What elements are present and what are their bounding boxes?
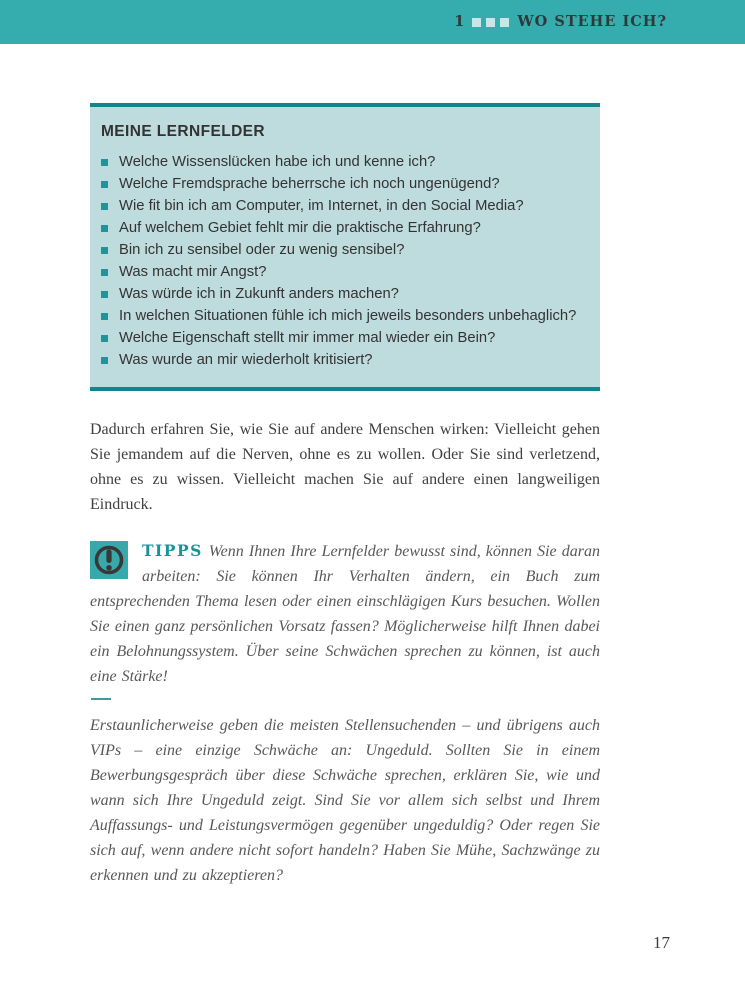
lernfelder-title: MEINE LERNFELDER: [101, 123, 265, 140]
bullet-square-icon: [101, 159, 108, 166]
chapter-squares-icon: [472, 18, 509, 27]
square-icon: [486, 18, 495, 27]
italic-paragraph: Erstaunlicherweise geben die meisten Stellensuchenden – und übrigens auch VIPs – eine einzige Schwäche an: Ungeduld. Sollten Sie in einem Bewerbungsgespräch über diese Schwäche sprechen, erklären Sie, wie und wann sich Ihre Ungeduld zeigt. Sind Sie vor allem sich selbst und Ihrem Auffassungs- und Leistungsvermögen gegenüber ungeduldig? Oder regen Sie sich auf, wenn andere nicht sofort handeln? Haben Sie Mühe, Sachzwänge zu erkennen und zu akzeptieren?: [90, 717, 600, 884]
bullet-square-icon: [101, 313, 108, 320]
list-item-text: Welche Eigenschaft stellt mir immer mal wieder ein Bein?: [119, 330, 496, 346]
list-item: [101, 151, 584, 173]
list-item-text: Welche Wissenslücken habe ich und kenne ich?: [119, 154, 436, 170]
bullet-square-icon: [101, 203, 108, 210]
lernfelder-box: [90, 103, 600, 391]
list-item: [101, 261, 584, 283]
list-item: [101, 217, 584, 239]
list-item-text: Wie fit bin ich am Computer, im Internet, in den Social Media?: [119, 198, 524, 214]
tips-text: [90, 538, 600, 689]
list-item-text: Bin ich zu sensibel oder zu wenig sensibel?: [119, 242, 405, 258]
list-item-text: Welche Fremdsprache beherrsche ich noch ungenügend?: [119, 176, 500, 192]
square-icon: [472, 18, 481, 27]
bullet-square-icon: [101, 269, 108, 276]
list-item-text: In welchen Situationen fühle ich mich jeweils besonders unbehaglich?: [119, 308, 577, 324]
list-item: [101, 349, 584, 371]
tips-label: TIPPS: [142, 541, 203, 560]
bullet-square-icon: [101, 247, 108, 254]
lernfelder-list: [101, 151, 584, 371]
square-icon: [500, 18, 509, 27]
tips-body: Wenn Ihnen Ihre Lernfelder bewusst sind, können Sie daran arbeiten: Sie können Ihr Verhalten ändern, ein Buch zum entsprechenden Thema lesen oder einen einschlägigen Kurs besuchen. Wollen Sie einen ganz persönlichen Vorsatz fassen? Möglicherweise hilft Ihnen dabei ein Belohnungssystem. Über seine Schwächen sprechen zu können, ist auch eine Stärke!: [90, 543, 600, 685]
list-item: [101, 305, 584, 327]
bullet-square-icon: [101, 335, 108, 342]
section-dash-rule: [91, 698, 111, 700]
list-item-text: Auf welchem Gebiet fehlt mir die praktische Erfahrung?: [119, 220, 481, 236]
list-item: [101, 239, 584, 261]
chapter-header-bar: [0, 0, 745, 44]
exclamation-icon: [90, 541, 128, 579]
content-column: [90, 44, 600, 888]
bullet-square-icon: [101, 181, 108, 188]
list-item: [101, 327, 584, 349]
list-item: [101, 173, 584, 195]
page-number: 17: [653, 933, 670, 952]
list-item-text: Was macht mir Angst?: [119, 264, 267, 280]
chapter-title: WO STEHE ICH?: [517, 12, 667, 30]
chapter-number: 1: [454, 12, 466, 30]
bullet-square-icon: [101, 291, 108, 298]
bullet-square-icon: [101, 357, 108, 364]
list-item-text: Was wurde an mir wiederholt kritisiert?: [119, 352, 373, 368]
list-item: [101, 283, 584, 305]
bullet-square-icon: [101, 225, 108, 232]
list-item-text: Was würde ich in Zukunft anders machen?: [119, 286, 399, 302]
tips-block: [90, 538, 600, 689]
list-item: [101, 195, 584, 217]
body-paragraph: Dadurch erfahren Sie, wie Sie auf andere Menschen wirken: Vielleicht gehen Sie jemandem auf die Nerven, ohne es zu wollen. Oder Sie sind verletzend, ohne es zu wissen. Vielleicht machen Sie auf andere einen langweiligen Eindruck.: [90, 421, 600, 513]
